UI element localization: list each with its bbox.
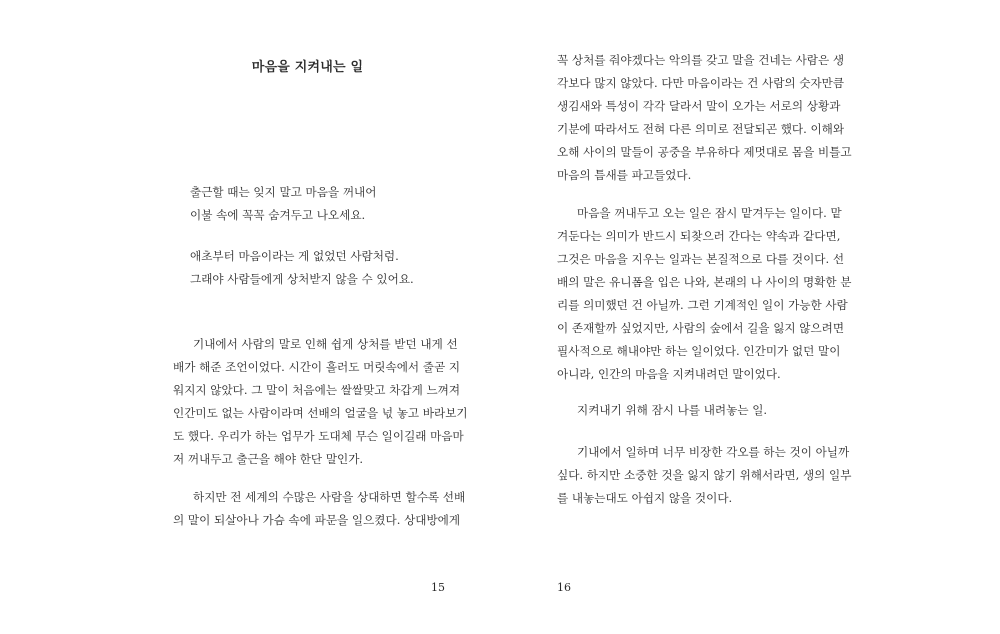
text-line: 오해 사이의 말들이 공중을 부유하다 제멋대로 몸을 비틀고 bbox=[557, 145, 852, 159]
paragraph bbox=[557, 49, 852, 187]
text-line: 기내에서 일하며 너무 비장한 각오를 하는 것이 아닐까 bbox=[577, 445, 850, 459]
text-line: 이 존재할까 싶었지만, 사람의 숲에서 길을 잃지 않으려면 bbox=[557, 321, 845, 335]
paragraph bbox=[173, 486, 466, 532]
poem-line: 출근할 때는 잊지 말고 마음을 꺼내어 bbox=[190, 185, 377, 199]
text-line: 하지만 전 세계의 수많은 사람을 상대하면 할수록 선배 bbox=[193, 490, 466, 504]
text-line: 기내에서 사람의 말로 인해 쉽게 상처를 받던 내게 선 bbox=[193, 337, 458, 351]
chapter-title: 마음을 지켜내는 일 bbox=[251, 60, 364, 75]
text-line: 마음의 틈새를 파고들었다. bbox=[557, 168, 692, 182]
text-line: 배의 말은 유니폼을 입은 나와, 본래의 나 사이의 명확한 분 bbox=[557, 275, 852, 289]
text-line: 싶다. 하지만 소중한 것을 잃지 않기 위해서라면, 생의 일부 bbox=[557, 468, 852, 482]
page-number: 16 bbox=[557, 581, 571, 594]
text-line: 의 말이 되살아나 가슴 속에 파문을 일으켰다. 상대방에게 bbox=[173, 513, 461, 527]
text-line: 마음을 꺼내두고 오는 일은 잠시 맡겨두는 일이다. 맡 bbox=[577, 206, 842, 220]
poem-stanza-1 bbox=[190, 181, 376, 227]
text-line: 리를 의미했던 건 아닐까. 그런 기계적인 일이 가능한 사람 bbox=[557, 298, 848, 312]
paragraph bbox=[557, 399, 829, 422]
text-line: 를 내놓는대도 아쉽지 않을 것이다. bbox=[557, 491, 733, 505]
paragraph bbox=[557, 441, 852, 510]
text-line: 저 꺼내두고 출근을 해야 한단 말인가. bbox=[173, 452, 364, 466]
page-number: 15 bbox=[431, 581, 445, 594]
text-line: 지켜내기 위해 잠시 나를 내려놓는 일. bbox=[577, 403, 768, 417]
poem-line: 그래야 사람들에게 상처받지 않을 수 있어요. bbox=[190, 272, 414, 286]
text-line: 아니라, 인간의 마음을 지켜내려던 말이었다. bbox=[557, 367, 781, 381]
text-line: 필사적으로 해내야만 하는 일이었다. 인간미가 없던 말이 bbox=[557, 344, 841, 358]
text-line: 배가 해준 조언이었다. 시간이 흘러도 머릿속에서 줄곧 지 bbox=[173, 360, 461, 374]
text-line: 워지지 않았다. 그 말이 처음에는 쌀쌀맞고 차갑게 느껴져 bbox=[173, 383, 461, 397]
poem-stanza-2 bbox=[190, 245, 414, 291]
paragraph bbox=[173, 333, 468, 471]
poem-line: 애초부터 마음이라는 게 없었던 사람처럼. bbox=[190, 249, 399, 263]
text-line: 꼭 상처를 줘야겠다는 악의를 갖고 말을 건네는 사람은 생 bbox=[557, 53, 845, 67]
poem-line: 이불 속에 꼭꼭 숨겨두고 나오세요. bbox=[190, 208, 366, 222]
paragraph bbox=[557, 202, 852, 386]
text-line: 생김새와 특성이 각각 달라서 말이 오가는 서로의 상황과 bbox=[557, 99, 841, 113]
text-line: 그것은 마음을 지우는 일과는 본질적으로 다를 것이다. 선 bbox=[557, 252, 845, 266]
text-line: 각보다 많지 않았다. 다만 마음이라는 건 사람의 숫자만큼 bbox=[557, 76, 845, 90]
text-line: 기분에 따라서도 전혀 다른 의미로 전달되곤 했다. 이해와 bbox=[557, 122, 845, 136]
text-line: 도 했다. 우리가 하는 업무가 도대체 무슨 일이길래 마음마 bbox=[173, 429, 464, 443]
text-line: 인간미도 없는 사람이라며 선배의 얼굴을 넋 놓고 바라보기 bbox=[173, 406, 468, 420]
text-line: 겨둔다는 의미가 반드시 되찾으러 간다는 약속과 같다면, bbox=[557, 229, 841, 243]
